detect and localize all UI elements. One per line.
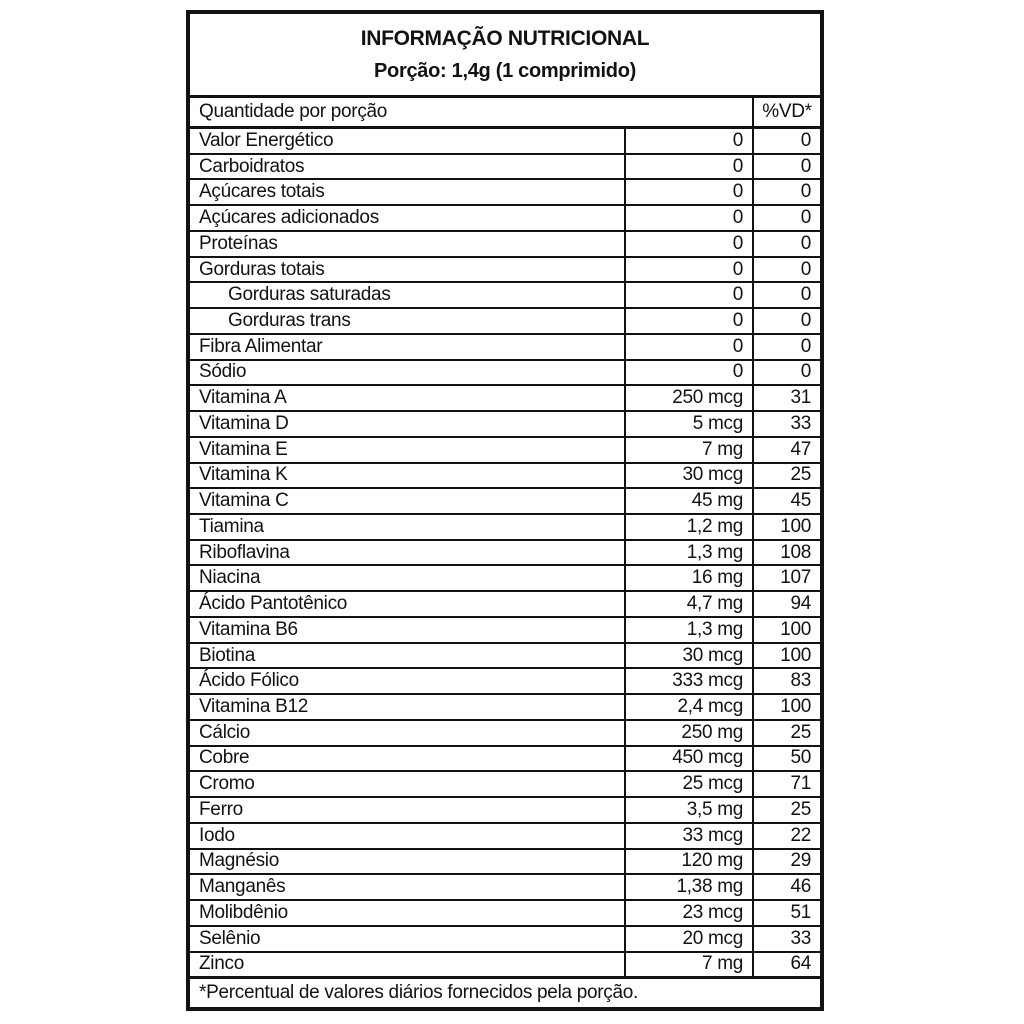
nutrient-dv: 100: [752, 618, 820, 642]
nutrient-name: Ferro: [199, 798, 243, 820]
table-row: [190, 256, 820, 282]
table-row: [190, 307, 820, 333]
nutrient-amount: 30 mcg: [624, 464, 752, 488]
nutrient-name: Gorduras totais: [199, 258, 325, 280]
table-row: [190, 487, 820, 513]
nutrient-dv: 25: [752, 798, 820, 822]
table-row: [190, 822, 820, 848]
nutrient-table: [190, 129, 820, 976]
serving-size: Porção: 1,4g (1 comprimido): [374, 59, 636, 82]
dv-column-header: %VD*: [752, 98, 820, 126]
nutrient-name: Biotina: [199, 644, 255, 666]
nutrient-dv: 0: [752, 155, 820, 179]
table-row: [190, 719, 820, 745]
nutrient-dv: 45: [752, 489, 820, 513]
table-row: [190, 667, 820, 693]
nutrient-amount: 1,2 mg: [624, 515, 752, 539]
nutrient-amount: 5 mcg: [624, 412, 752, 436]
nutrient-name: Gorduras trans: [228, 310, 351, 331]
table-row: [190, 616, 820, 642]
nutrient-dv: 100: [752, 644, 820, 668]
nutrient-name: Açúcares totais: [199, 181, 325, 203]
nutrient-name: Fibra Alimentar: [199, 335, 323, 357]
table-row: [190, 564, 820, 590]
nutrient-name: Sódio: [199, 361, 247, 383]
quantity-column-header: Quantidade por porção: [199, 101, 388, 122]
nutrient-name: Valor Energético: [199, 129, 334, 151]
nutrient-amount: 33 mcg: [624, 824, 752, 848]
table-row: [190, 178, 820, 204]
table-row: [190, 410, 820, 436]
nutrient-name: Vitamina E: [199, 438, 288, 460]
table-row: [190, 770, 820, 796]
nutrient-dv: 51: [752, 901, 820, 925]
nutrient-amount: 25 mcg: [624, 772, 752, 796]
nutrient-amount: 45 mg: [624, 489, 752, 513]
nutrient-dv: 47: [752, 438, 820, 462]
table-row: [190, 513, 820, 539]
nutrient-dv: 0: [752, 258, 820, 282]
nutrient-dv: 25: [752, 721, 820, 745]
nutrient-amount: 0: [624, 180, 752, 204]
nutrient-dv: 71: [752, 772, 820, 796]
nutrient-dv: 0: [752, 206, 820, 230]
label-header: [190, 14, 820, 98]
table-row: [190, 642, 820, 668]
nutrient-dv: 0: [752, 180, 820, 204]
nutrient-amount: 16 mg: [624, 566, 752, 590]
nutrient-amount: 0: [624, 232, 752, 256]
nutrient-name: Cálcio: [199, 721, 250, 743]
nutrient-name: Manganês: [199, 876, 286, 898]
nutrient-dv: 0: [752, 283, 820, 307]
nutrient-name: Tiamina: [199, 515, 264, 537]
nutrient-dv: 0: [752, 361, 820, 385]
table-row: [190, 436, 820, 462]
table-row: [190, 462, 820, 488]
table-row: [190, 925, 820, 951]
nutrient-name: Molibdênio: [199, 901, 288, 923]
nutrient-dv: 108: [752, 541, 820, 565]
table-row: [190, 848, 820, 874]
footnote: *Percentual de valores diários fornecidos pela porção.: [190, 976, 820, 1007]
nutrient-dv: 64: [752, 953, 820, 977]
table-row: [190, 693, 820, 719]
nutrient-amount: 0: [624, 206, 752, 230]
table-row: [190, 745, 820, 771]
nutrient-dv: 100: [752, 515, 820, 539]
nutrient-amount: 450 mcg: [624, 747, 752, 771]
label-title: INFORMAÇÃO NUTRICIONAL: [360, 26, 650, 50]
nutrient-name: Magnésio: [199, 850, 279, 872]
nutrient-name: Riboflavina: [199, 541, 290, 563]
nutrient-amount: 20 mcg: [624, 927, 752, 951]
nutrition-label: [186, 10, 824, 1011]
nutrient-name: Vitamina B6: [199, 618, 298, 640]
table-row: [190, 384, 820, 410]
nutrient-name: Cobre: [199, 747, 250, 769]
nutrient-name: Gorduras saturadas: [228, 284, 391, 306]
nutrient-dv: 25: [752, 464, 820, 488]
column-header-row: [190, 98, 820, 129]
table-row: [190, 539, 820, 565]
nutrient-amount: 333 mcg: [624, 669, 752, 693]
nutrient-name: Açúcares adicionados: [199, 207, 379, 229]
nutrient-dv: 100: [752, 695, 820, 719]
nutrient-dv: 50: [752, 747, 820, 771]
nutrient-dv: 0: [752, 129, 820, 153]
nutrient-name: Iodo: [199, 824, 235, 846]
nutrient-amount: 1,3 mg: [624, 541, 752, 565]
nutrient-dv: 46: [752, 875, 820, 899]
table-row: [190, 359, 820, 385]
nutrient-name: Proteínas: [199, 232, 278, 254]
nutrient-amount: 4,7 mg: [624, 592, 752, 616]
nutrient-amount: 23 mcg: [624, 901, 752, 925]
table-row: [190, 796, 820, 822]
table-row: [190, 204, 820, 230]
nutrient-amount: 0: [624, 309, 752, 333]
nutrient-amount: 0: [624, 283, 752, 307]
nutrient-amount: 0: [624, 129, 752, 153]
nutrient-amount: 0: [624, 335, 752, 359]
nutrient-amount: 30 mcg: [624, 644, 752, 668]
nutrient-dv: 0: [752, 309, 820, 333]
nutrient-name: Ácido Fólico: [199, 670, 299, 692]
nutrient-name: Vitamina K: [199, 464, 288, 486]
nutrient-dv: 33: [752, 412, 820, 436]
nutrient-dv: 94: [752, 592, 820, 616]
nutrient-amount: 1,3 mg: [624, 618, 752, 642]
nutrient-amount: 250 mg: [624, 721, 752, 745]
table-row: [190, 129, 820, 153]
nutrient-amount: 2,4 mcg: [624, 695, 752, 719]
nutrient-name: Carboidratos: [199, 155, 305, 177]
nutrient-name: Cromo: [199, 773, 255, 795]
nutrient-amount: 7 mg: [624, 438, 752, 462]
nutrient-amount: 7 mg: [624, 953, 752, 977]
table-row: [190, 873, 820, 899]
nutrient-dv: 31: [752, 386, 820, 410]
nutrient-amount: 1,38 mg: [624, 875, 752, 899]
nutrient-name: Niacina: [199, 567, 261, 589]
nutrient-dv: 29: [752, 850, 820, 874]
nutrient-dv: 22: [752, 824, 820, 848]
nutrient-amount: 250 mcg: [624, 386, 752, 410]
nutrient-dv: 83: [752, 669, 820, 693]
nutrient-dv: 107: [752, 566, 820, 590]
nutrient-amount: 120 mg: [624, 850, 752, 874]
table-row: [190, 951, 820, 977]
table-row: [190, 899, 820, 925]
nutrient-name: Vitamina A: [199, 387, 287, 409]
table-row: [190, 153, 820, 179]
nutrient-dv: 33: [752, 927, 820, 951]
nutrient-name: Vitamina B12: [199, 696, 309, 718]
nutrient-amount: 0: [624, 155, 752, 179]
nutrient-name: Vitamina D: [199, 412, 289, 434]
table-row: [190, 590, 820, 616]
table-row: [190, 281, 820, 307]
nutrient-amount: 0: [624, 258, 752, 282]
table-row: [190, 333, 820, 359]
nutrient-name: Vitamina C: [199, 490, 289, 512]
nutrient-name: Zinco: [199, 953, 244, 975]
nutrient-dv: 0: [752, 232, 820, 256]
nutrient-dv: 0: [752, 335, 820, 359]
table-row: [190, 230, 820, 256]
nutrient-amount: 3,5 mg: [624, 798, 752, 822]
nutrient-name: Ácido Pantotênico: [199, 593, 348, 615]
nutrient-name: Selênio: [199, 927, 261, 949]
nutrient-amount: 0: [624, 361, 752, 385]
